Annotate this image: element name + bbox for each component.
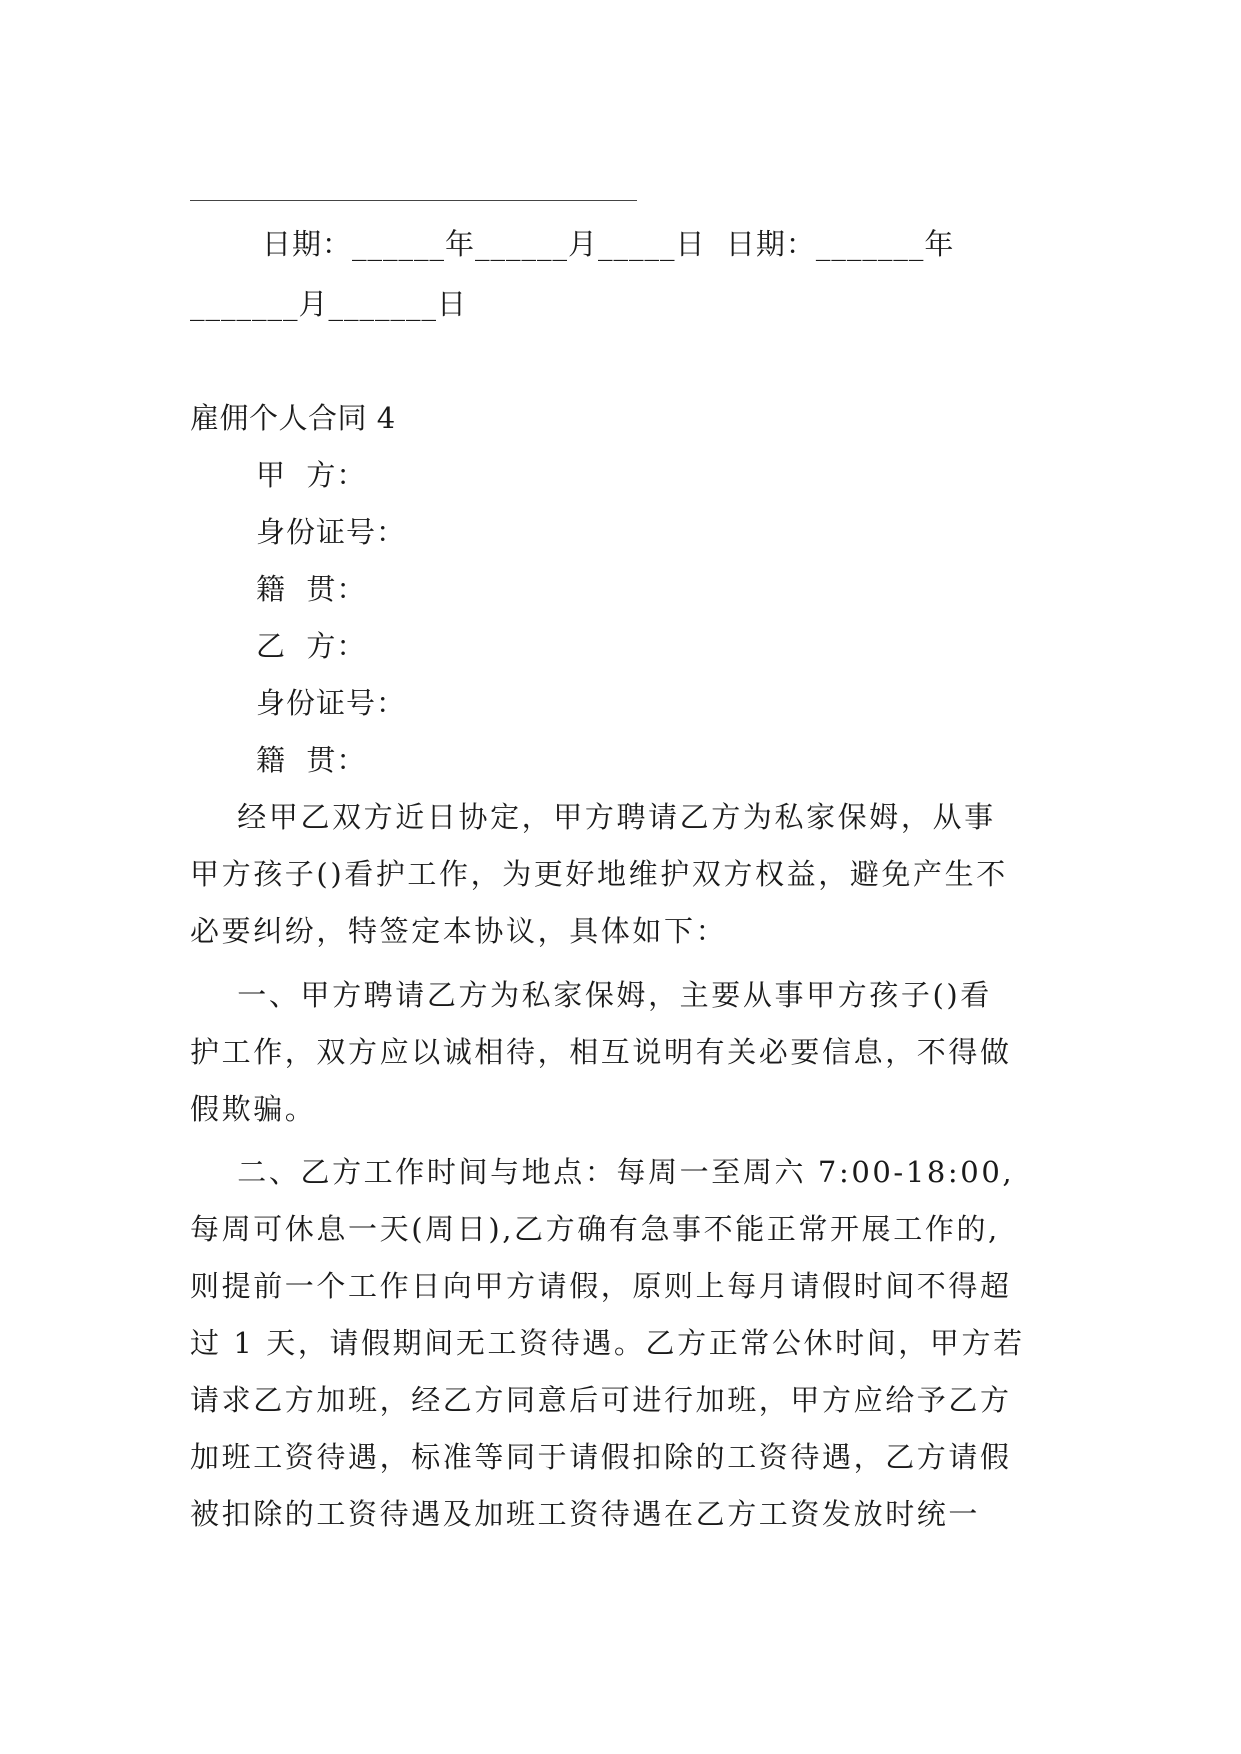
signature-underline [190,200,637,201]
intro-line: 必要纠纷，特签定本协议，具体如下： [190,914,728,948]
clause-1-line: 护工作，双方应以诚相待，相互说明有关必要信息，不得做 [190,1035,1012,1069]
clause-2-line: 每周可休息一天(周日),乙方确有急事不能正常开展工作的, [190,1212,1000,1246]
contract-title: 雇佣个人合同 4 [190,401,396,435]
party-b-label: 乙 方： [256,629,367,663]
date-line-1: 日期：______年______月_____日 日期：_______年 [262,227,955,261]
clause-2-line: 二、乙方工作时间与地点：每周一至周六 7:00-18:00, [190,1155,1015,1189]
intro-line: 经甲乙双方近日协定，甲方聘请乙方为私家保姆，从事 [190,800,996,834]
party-b-id-label: 身份证号： [256,686,407,720]
party-a-id-label: 身份证号： [256,515,407,549]
party-b-origin-label: 籍 贯： [256,743,367,777]
clause-2-line: 请求乙方加班，经乙方同意后可进行加班，甲方应给予乙方 [190,1383,1012,1417]
clause-2-line: 则提前一个工作日向甲方请假，原则上每月请假时间不得超 [190,1269,1012,1303]
intro-line: 甲方孩子()看护工作，为更好地维护双方权益，避免产生不 [190,857,1008,891]
clause-2-line: 过 1 天，请假期间无工资待遇。乙方正常公休时间，甲方若 [190,1326,1025,1360]
party-a-label: 甲 方： [256,458,367,492]
date-line-2: _______月_______日 [190,287,468,321]
party-a-origin-label: 籍 贯： [256,572,367,606]
clause-2-line: 被扣除的工资待遇及加班工资待遇在乙方工资发放时统一 [190,1497,981,1531]
clause-2-line: 加班工资待遇，标准等同于请假扣除的工资待遇，乙方请假 [190,1440,1012,1474]
clause-1-line: 假欺骗。 [190,1092,317,1126]
clause-1-line: 一、甲方聘请乙方为私家保姆，主要从事甲方孩子()看 [190,978,992,1012]
